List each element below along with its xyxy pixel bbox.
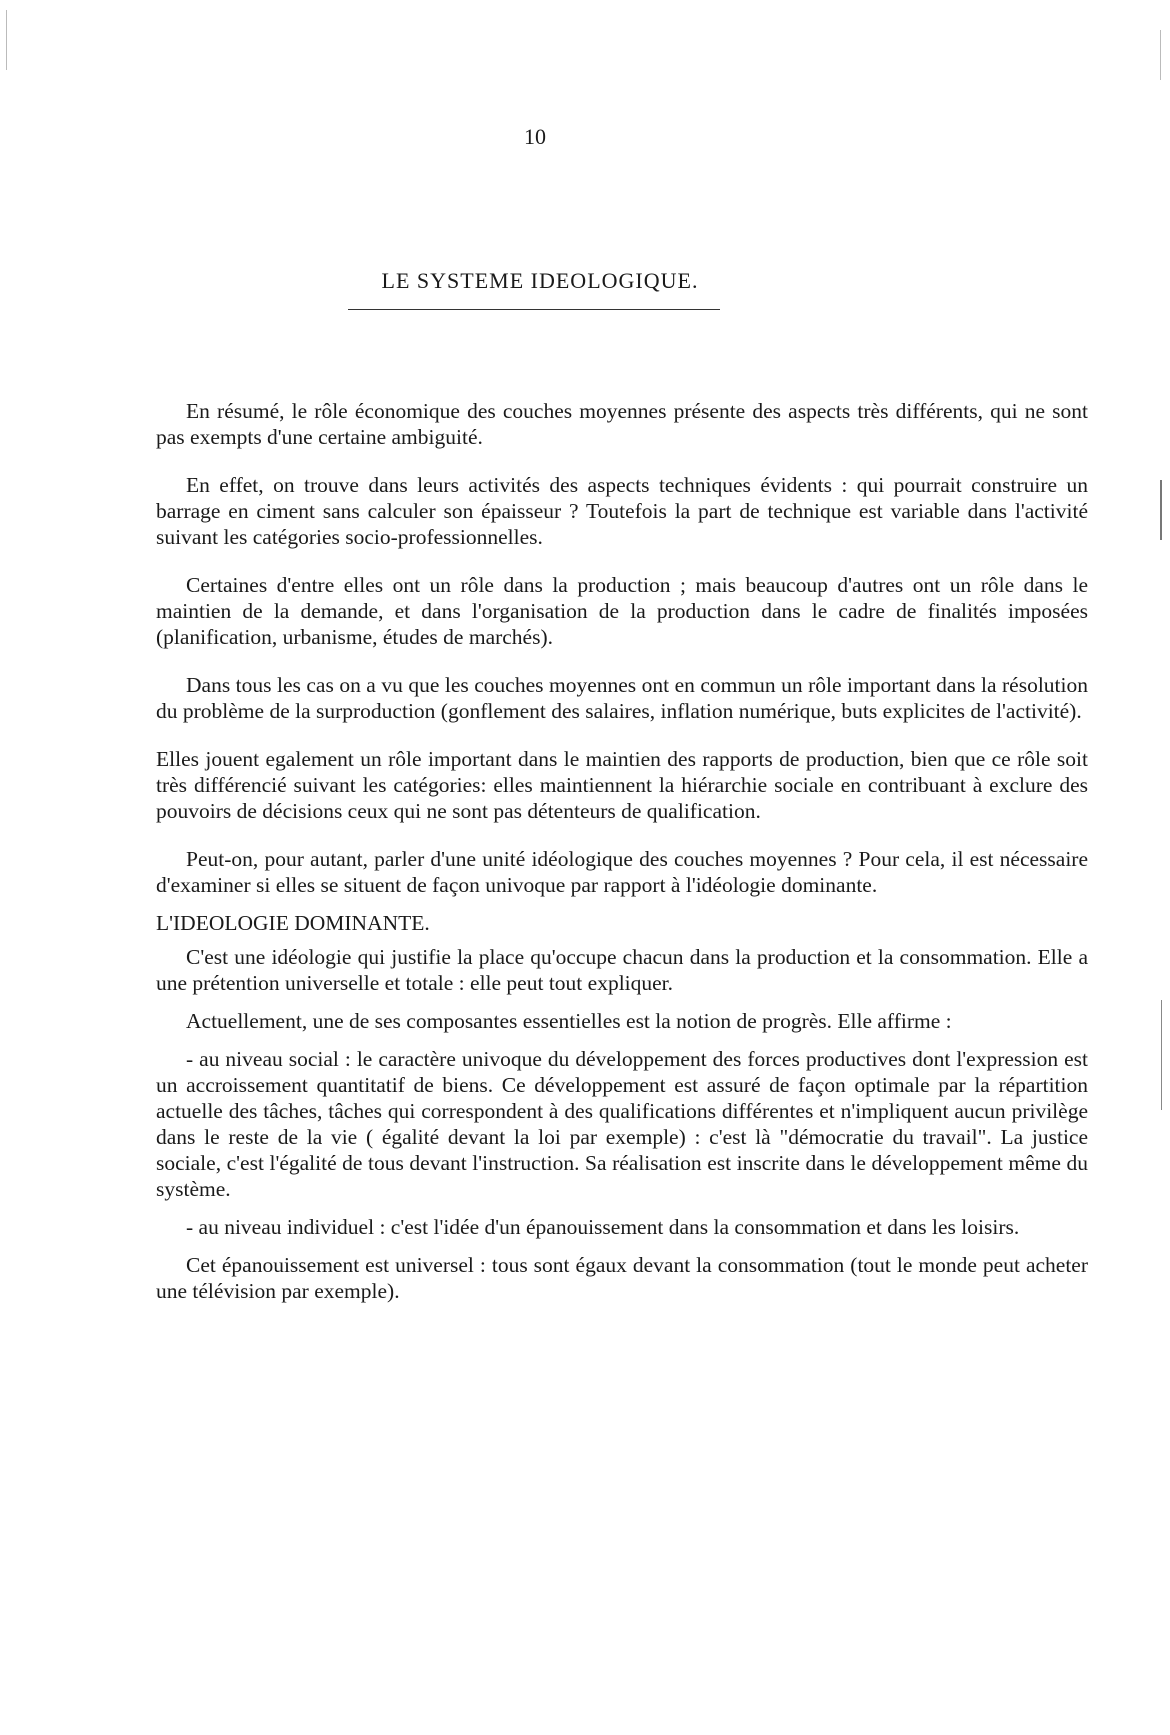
page-number: 10 (524, 124, 546, 149)
paragraph-8: Actuellement, une de ses composantes essentielles est la notion de progrès. Elle affirme : (186, 1009, 952, 1033)
heading-underline (348, 309, 720, 310)
section-heading: LE SYSTEME IDEOLOGIQUE. (381, 268, 699, 293)
paragraph-7: C'est une idéologie qui justifie la place qu'occupe chacun dans la production et la consommation. Elle a une prétention universelle et totale : elle peut tout expliquer. (156, 945, 1088, 995)
paragraph-10: - au niveau individuel : c'est l'idée d'un épanouissement dans la consommation et dans les loisirs. (186, 1215, 1020, 1239)
paragraph-1: En résumé, le rôle économique des couches moyennes présente des aspects très différents, qui ne sont pas exempts d'une certaine ambiguité. (156, 399, 1088, 449)
scan-mark-right-mid (1160, 480, 1162, 540)
paragraph-3: Certaines d'entre elles ont un rôle dans la production ; mais beaucoup d'autres ont un rôle dans le maintien de la demande, et dans l'organisation de la production dans le cadre de finalités imposées (planification, urbanisme, études de marchés). (156, 573, 1088, 649)
scan-mark-right-top (1160, 30, 1161, 80)
paragraph-5: Elles jouent egalement un rôle important dans le maintien des rapports de production, bien que ce rôle soit très différencié suivant les catégories: elles maintiennent la hiérarchie sociale en contribuant à exclure des pouvoirs de décisions ceux qui ne sont pas détenteurs de qualification. (156, 747, 1088, 823)
paragraph-6: Peut-on, pour autant, parler d'une unité idéologique des couches moyennes ? Pour cela, il est nécessaire d'examiner si elles se situent de façon univoque par rapport à l'idéologie dominante. (156, 847, 1088, 897)
scan-mark-right-low (1161, 1000, 1162, 1110)
paragraph-2: En effet, on trouve dans leurs activités des aspects techniques évidents : qui pourrait construire un barrage en ciment sans calculer son épaisseur ? Toutefois la part de technique est variable dans l'activité suivant les catégories socio-professionnelles. (156, 473, 1088, 549)
subheading-ideologie-dominante: L'IDEOLOGIE DOMINANTE. (156, 911, 430, 935)
scan-mark-left (6, 10, 7, 70)
paragraph-9: - au niveau social : le caractère univoque du développement des forces productives dont l'expression est un accroissement quantitatif de biens. Ce développement est assuré de façon optimale par la répartition actuelle des tâches, tâches qui correspondent à des qualifications différentes et n'impliquent aucun privilège dans le reste de la vie ( égalité devant la loi par exemple) : c'est là "démocratie du travail". La justice sociale, c'est l'égalité de tous devant l'instruction. Sa réalisation est inscrite dans le développement même du système. (156, 1047, 1088, 1201)
body-text (156, 398, 1088, 1316)
paragraph-11: Cet épanouissement est universel : tous sont égaux devant la consommation (tout le monde peut acheter une télévision par exemple). (156, 1253, 1088, 1303)
paragraph-4: Dans tous les cas on a vu que les couches moyennes ont en commun un rôle important dans la résolution du problème de la surproduction (gonflement des salaires, inflation numérique, buts explicites de l'activité). (156, 673, 1088, 723)
